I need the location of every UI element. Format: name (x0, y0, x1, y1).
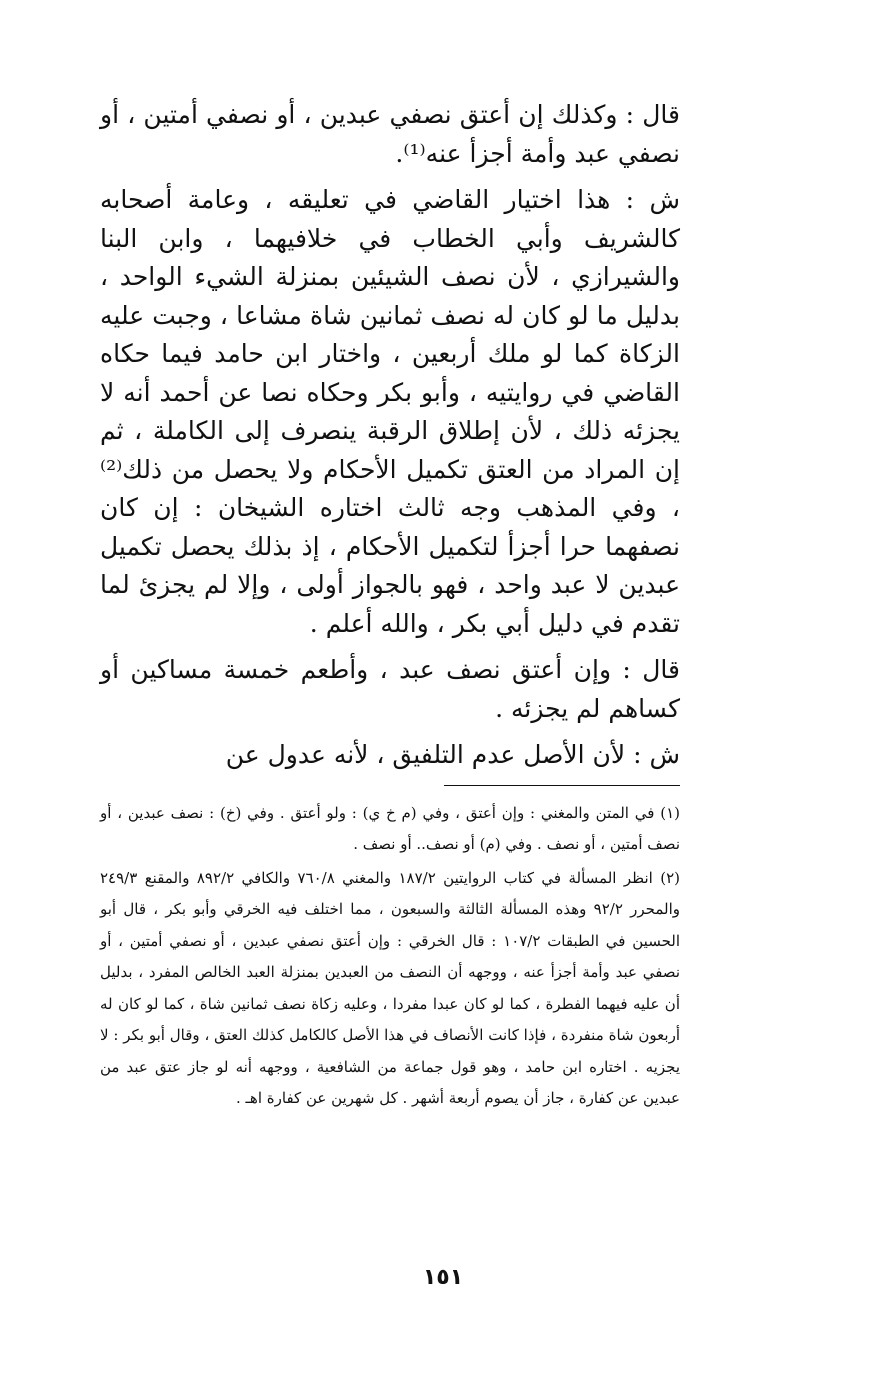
footnotes (100, 798, 680, 1115)
main-text (100, 96, 680, 775)
paragraph-sharh-2: ش : لأن الأصل عدم التلفيق ، لأنه عدول عن (225, 740, 680, 769)
paragraph-qala-1: قال : وكذلك إن أعتق نصفي عبدين ، أو نصفي أمتين ، أو نصفي عبد وأمة أجزأ عنه⁽¹⁾. (100, 100, 680, 168)
footnote-1: (١) في المتن والمغني : وإن أعتق ، وفي (م خ ي) : ولو أعتق . وفي (خ) : نصف عبدين ، أو نصف أمتين ، أو نصف . وفي (م) أو نصف.. أو نصف . (100, 803, 680, 853)
paragraph-sharh-1: ش : هذا اختيار القاضي في تعليقه ، وعامة أصحابه كالشريف وأبي الخطاب في خلافيهما ، وابن البنا والشيرازي ، لأن نصف الشيئين بمنزلة الشيء الواحد ، بدليل ما لو كان له نصف ثمانين شاة مشاعا ، وجبت عليه الزكاة كما لو ملك أربعين ، واختار ابن حامد فيما حكاه القاضي في روايتيه ، وأبو بكر وحكاه نصا عن أحمد أنه لا يجزئه ذلك ، لأن إطلاق الرقبة ينصرف إلى الكاملة ، ثم إن المراد من العتق تكميل الأحكام ولا يحصل من ذلك⁽²⁾ ، وفي المذهب وجه ثالث اختاره الشيخان : إن كان نصفهما حرا أجزأ لتكميل الأحكام ، إذ بذلك يحصل تكميل عبدين لا عبد واحد ، فهو بالجواز أولى ، وإلا لم يجزئ لما تقدم في دليل أبي بكر ، والله أعلم . (100, 185, 680, 638)
footnote-separator (444, 785, 680, 786)
footnote-2: (٢) انظر المسألة في كتاب الروايتين ١٨٧/٢ والمغني ٧٦٠/٨ والكافي ٨٩٢/٢ والمقنع ٢٤٩/٣ والمحرر ٩٢/٢ وهذه المسألة الثالثة والسبعون ، مما اختلف فيه الخرقي وأبو بكر ، قال أبو الحسين في الطبقات ١٠٧/٢ : قال الخرقي : وإن أعتق نصفي عبدين ، أو نصفي أمتين ، أو نصفي عبد وأمة أجزأ عنه ، ووجهه أن النصف من العبدين بمنزلة العبد الخالص المفرد ، بدليل أن عليه فيهما الفطرة ، كما لو كان عبدا مفردا ، وعليه زكاة نصف ثمانين شاة ، كما لو كان له أربعون شاة منفردة ، فإذا كانت الأنصاف في هذا الأصل كالكامل كذلك العتق ، وقال أبو بكر : لا يجزيه . اختاره ابن حامد ، وهو قول جماعة من الشافعية ، ووجهه أنه لو جاز عتق عبد من عبدين عن كفارة ، جاز أن يصوم أربعة أشهر . كل شهرين عن كفارة اهـ . (100, 868, 681, 1107)
paragraph-qala-2: قال : وإن أعتق نصف عبد ، وأطعم خمسة مساكين أو كساهم لم يجزئه . (100, 655, 680, 723)
book-page (100, 96, 680, 1117)
page-number: ١٥١ (422, 1265, 464, 1290)
